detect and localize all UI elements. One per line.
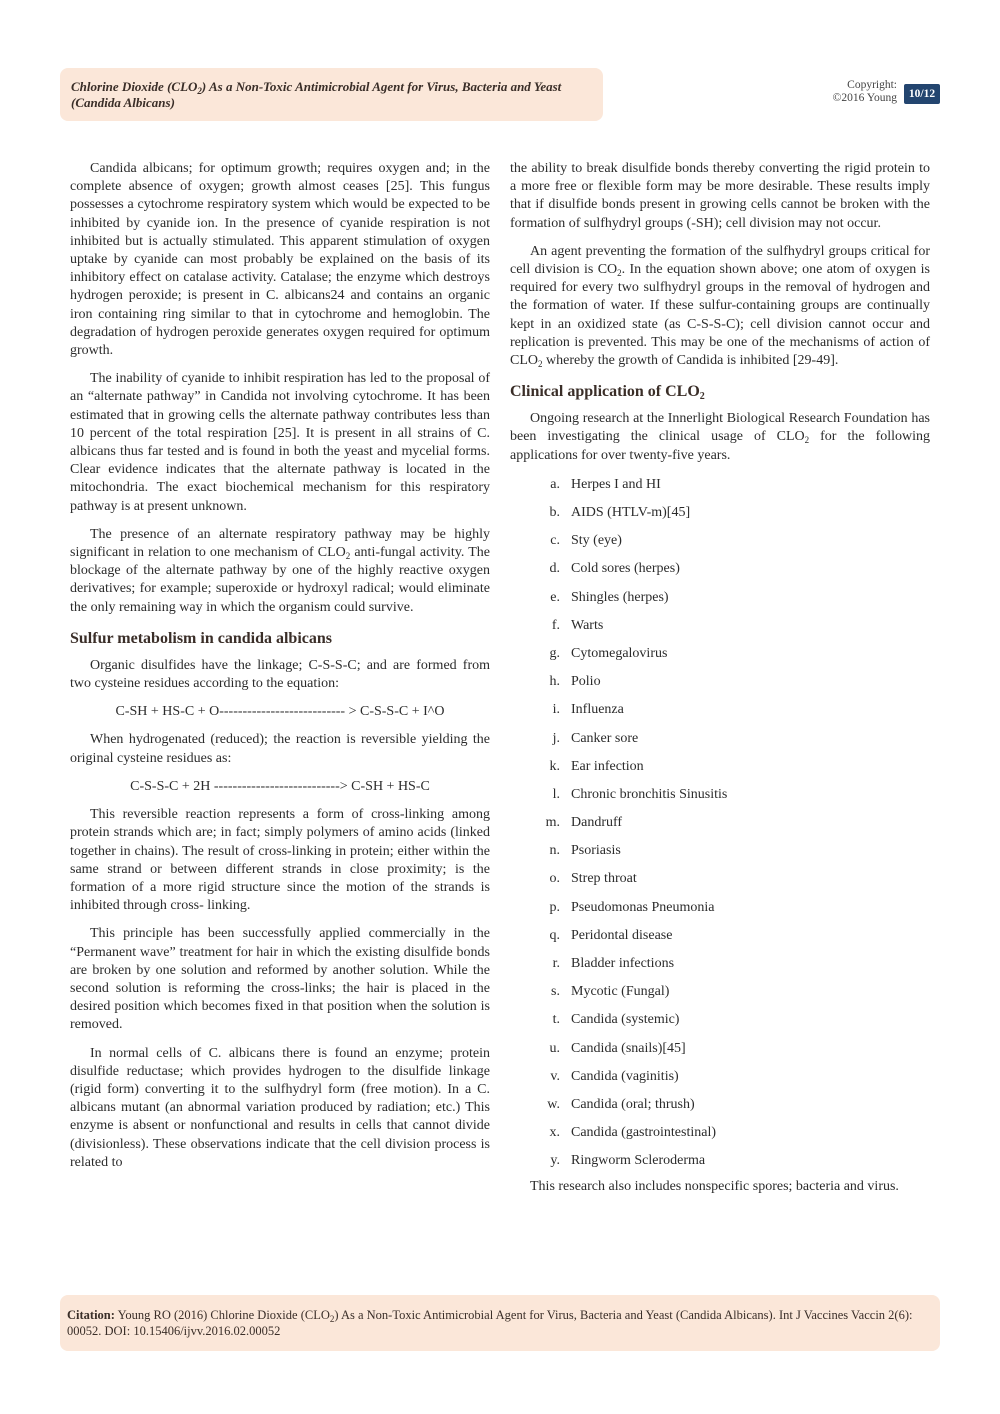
paragraph: In normal cells of C. albicans there is found an enzyme; protein disulfide reductase; which provides hydrogen to the disulfide linkage (rigid form) converting it to the sulfhydryl form (free motion). In a C. albicans mutant (an abnormal variation produced by radiation; etc.) This enzyme is absent or nonfunctional and results in cells that cannot divide (divisionless). These observations indicate that the cell division process is related to — [70, 1045, 490, 1170]
paragraph: Ongoing research at the Innerlight Biological Research Foundation has been investigating the clinical usage of $CLO_2$ for the following applications for over twenty-five years. — [510, 411, 931, 463]
list-item-letter: b. — [549, 505, 560, 521]
list-item-label: Warts — [571, 617, 604, 633]
citation-footer: Citation: Young RO (2016) Chlorine Dioxide $(CLO_2)$ As a Non-Toxic Antimicrobial Agent for Virus, Bacteria and Yeast (Candida Albicans). Int J Vaccines Vaccin 2(6): 00052. DOI: 10.15406/ijvv.2016.02.00052 — [60, 1295, 940, 1351]
list-item-label: Bladder infections — [571, 956, 675, 972]
list-item-label: Candida (systemic) — [571, 1012, 680, 1028]
paragraph: When hydrogenated (reduced); the reaction is reversible yielding the original cysteine residues as: — [70, 732, 490, 766]
list-item-letter: o. — [549, 871, 560, 887]
copyright-value: ©2016 Young — [832, 92, 897, 104]
paragraph: This research also includes nonspecific spores; bacteria and virus. — [530, 1178, 899, 1194]
list-item — [510, 809, 930, 837]
list-item-label: Herpes I and HI — [571, 476, 661, 492]
list-item-letter: f. — [551, 617, 560, 633]
list-item-letter: w. — [547, 1096, 560, 1112]
list-item-label: Mycotic (Fungal) — [571, 984, 670, 1000]
list-item — [510, 753, 930, 781]
list-item-label: Shingles (herpes) — [571, 589, 669, 605]
list-item-letter: g. — [549, 645, 560, 661]
running-header — [60, 68, 603, 121]
paragraph: The inability of cyanide to inhibit respiration has led to the proposal of an “alternate pathway” in Candida not involving cytochrome. It has been estimated that in growing cells the alternate pathway contributes less than 10 percent of the total respiration [25]. It is present in all strains of C. albicans thus far tested and is found in both the yeast and mycelial forms. Clear evidence indicates that the alternate pathway is located in the mitochondria. The exact biochemical mechanism for this respiratory pathway is at present unknown. — [70, 371, 490, 514]
list-item-label: Peridontal disease — [571, 927, 673, 943]
paragraph: This reversible reaction represents a form of cross-linking among protein strands which are; in fact; simply polymers of amino acids (linked together in chains). The result of cross-linking in protein; either within the same strand or between different strands in close proximity; is the formation of a more rigid structure since the motion of the strands is inhibited through cross- linking. — [70, 807, 490, 914]
list-item-letter: m. — [545, 815, 560, 831]
list-item-letter: l. — [552, 786, 560, 802]
list-item — [510, 781, 930, 809]
copyright-notice — [800, 79, 897, 105]
list-item-letter: x. — [549, 1125, 560, 1141]
citation-label: Citation: — [67, 1308, 115, 1322]
list-item-letter: t. — [552, 1012, 560, 1028]
list-item-label: Polio — [571, 674, 601, 690]
list-item — [510, 555, 930, 583]
list-item — [510, 865, 930, 893]
list-item-label: Chronic bronchitis Sinusitis — [571, 786, 728, 802]
copyright-label: Copyright: — [847, 79, 897, 91]
list-item-label: Strep throat — [571, 871, 637, 887]
list-item — [510, 640, 930, 668]
list-item — [510, 527, 930, 555]
paragraph: Organic disulfides have the linkage; C-S-S-C; and are formed from two cysteine residues according to the equation: — [70, 657, 490, 692]
header-title: Chlorine Dioxide $(CLO_2)$ As a Non-Toxic Antimicrobial Agent for Virus, Bacteria and Yeast (Candida Albicans) — [71, 79, 562, 110]
section-heading-sulfur: Sulfur metabolism in candida albicans — [70, 629, 332, 647]
list-item-letter: v. — [550, 1068, 560, 1084]
list-item — [510, 837, 930, 865]
equation-oxidation: C-SH + HS-C + O--------------------------- > C-S-S-C + I^O — [115, 704, 445, 720]
paragraph: Candida albicans; for optimum growth; requires oxygen and; in the complete absence of oxygen; growth almost ceases [25]. This fungus possesses a cytochrome respiratory system which would be expected to be inhibited by cyanide ion. In the presence of cyanide respiration is not inhibited but is actually stimulated. This apparent stimulation of oxygen uptake by cyanide can most probably be explained on the basis of its inhibitory effect on catalase activity. Catalase; the enzyme which destroys hydrogen peroxide; is present in C. albicans24 and contains an organic iron containing ring similar to that in cytochrome and hemoglobin. The degradation of hydrogen peroxide generates oxygen required for optimum growth. — [70, 161, 490, 359]
applications-list — [510, 471, 930, 1176]
list-item-letter: r. — [552, 956, 560, 972]
paragraph: An agent preventing the formation of the sulfhydryl groups critical for cell division is $CO_2$. In the equation shown above; one atom of oxygen is required for every two sulfhydryl groups in the removal of hydrogen and the formation of water. If these sulfur-containing groups are continually kept in an oxidized state (as C-S-S-C); cell division cannot occur and replication is prevented. This may be one of the mechanisms of action of $CLO_2$ whereby the growth of Candida is inhibited [29-49]. — [510, 243, 930, 370]
list-item-label: Candida (oral; thrush) — [571, 1096, 695, 1112]
paragraph: the ability to break disulfide bonds thereby converting the rigid protein to a more free or flexible form may be more desirable. These results imply that if disulfide bonds present in growing cells cannot be broken with the formation of sulfhydryl groups (-SH); cell division may not occur. — [510, 161, 930, 231]
list-item-label: Candida (vaginitis) — [571, 1068, 679, 1084]
list-item — [510, 471, 930, 499]
list-item — [510, 978, 930, 1006]
list-item-letter: p. — [549, 899, 560, 915]
list-item-label: Ear infection — [571, 758, 644, 774]
list-item-label: Canker sore — [571, 730, 639, 746]
list-item-letter: j. — [552, 730, 560, 746]
list-item-letter: s. — [551, 984, 560, 1000]
list-item-label: Candida (gastrointestinal) — [571, 1125, 717, 1141]
list-item-letter: c. — [550, 533, 560, 549]
list-item-letter: d. — [549, 561, 560, 577]
section-heading-clinical: Clinical application of $CLO_2$ — [510, 383, 705, 403]
list-item-label: AIDS (HTLV-m)[45] — [571, 505, 691, 521]
list-item-letter: e. — [550, 589, 560, 605]
list-item-label: Ringworm Scleroderma — [571, 1153, 706, 1169]
list-item — [510, 499, 930, 527]
list-item — [510, 950, 930, 978]
paragraph: The presence of an alternate respiratory pathway may be highly significant in relation to one mechanism of $CLO_2$ anti-fungal activity. The blockage of the alternate pathway by one of the highly reactive oxygen derivatives; for example; superoxide or hydroxyl radical; would eliminate the only remaining way in which the organism could survive. — [70, 526, 490, 615]
list-item — [510, 1091, 930, 1119]
list-item-label: Sty (eye) — [571, 533, 622, 549]
paragraph: This principle has been successfully applied commercially in the “Permanent wave” treatment for hair in which the existing disulfide bonds are broken by one solution and reformed by another solution. While the second solution is reforming the cross-links; the hair is placed in the desired position which becomes fixed in that position when the solution is removed. — [70, 926, 490, 1033]
list-item-letter: i. — [552, 702, 560, 718]
right-column — [510, 160, 930, 1196]
list-item — [510, 696, 930, 724]
list-item — [510, 668, 930, 696]
list-item — [510, 1119, 930, 1147]
list-item-label: Influenza — [571, 702, 624, 718]
list-item-letter: y. — [550, 1153, 560, 1169]
list-item-letter: a. — [550, 476, 560, 492]
list-item — [510, 1147, 930, 1175]
page-number-badge: 10/12 — [904, 84, 940, 104]
list-item-letter: h. — [549, 674, 560, 690]
list-item-letter: k. — [549, 758, 560, 774]
list-item — [510, 894, 930, 922]
list-item — [510, 584, 930, 612]
list-item-label: Psoriasis — [571, 843, 621, 859]
list-item-label: Dandruff — [571, 815, 623, 831]
list-item — [510, 612, 930, 640]
list-item-label: Cytomegalovirus — [571, 645, 668, 661]
list-item — [510, 1035, 930, 1063]
list-item-label: Cold sores (herpes) — [571, 561, 680, 577]
list-item-label: Candida (snails)[45] — [571, 1040, 686, 1056]
list-item — [510, 725, 930, 753]
list-item — [510, 1006, 930, 1034]
list-item — [510, 922, 930, 950]
list-item-letter: q. — [549, 927, 560, 943]
left-column — [70, 160, 490, 1172]
list-item — [510, 1063, 930, 1091]
list-item-letter: n. — [549, 843, 560, 859]
list-item-label: Pseudomonas Pneumonia — [571, 899, 715, 915]
list-item-letter: u. — [549, 1040, 560, 1056]
equation-reduction: C-S-S-C + 2H ---------------------------> C-SH + HS-C — [130, 778, 430, 794]
